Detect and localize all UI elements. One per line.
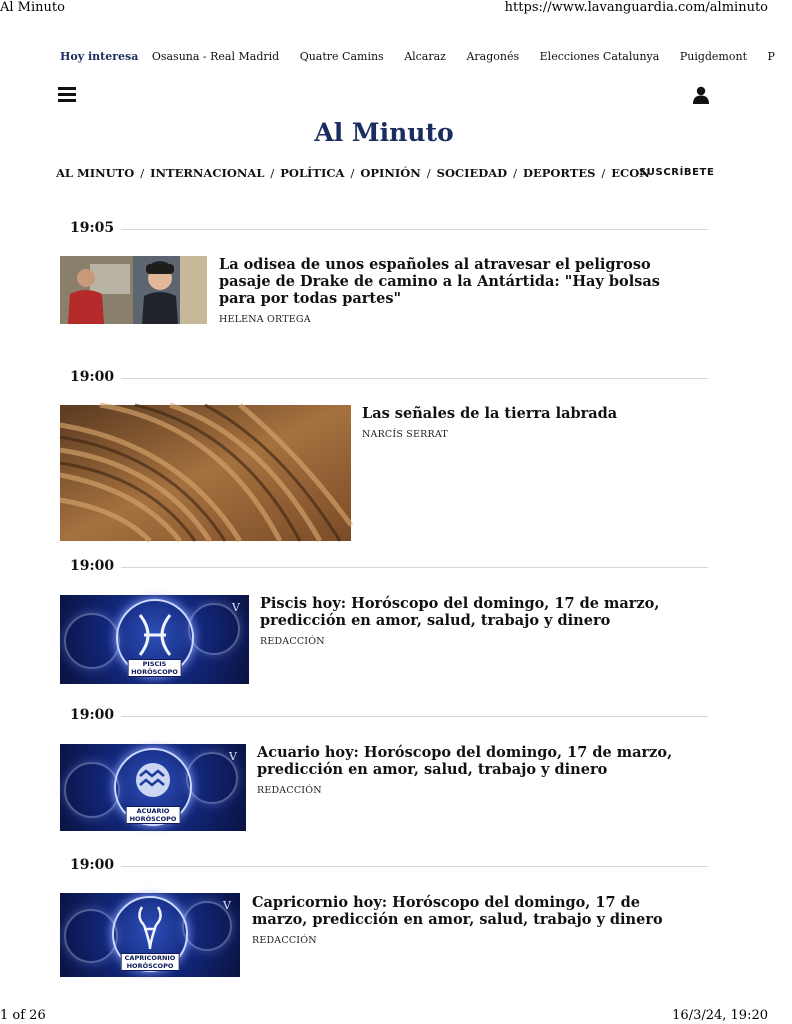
trending-link[interactable]: Quatre Camins: [299, 50, 384, 63]
sign-subtitle: HORÓSCOPO: [131, 668, 178, 676]
user-icon[interactable]: [692, 86, 710, 104]
sign-badge: [121, 953, 180, 971]
news-entry: [60, 707, 708, 837]
article-thumbnail[interactable]: [60, 405, 351, 541]
nav-separator: /: [270, 166, 275, 180]
brand-mark-icon: V: [232, 601, 240, 614]
nav-separator: /: [350, 166, 355, 180]
section-link[interactable]: POLÍTICA: [280, 166, 345, 180]
entry-time: 19:00: [70, 369, 115, 385]
nav-separator: /: [513, 166, 518, 180]
news-entry: [60, 220, 708, 340]
print-page-number: 1 of 26: [0, 1008, 46, 1023]
news-entry: [60, 369, 708, 549]
section-link[interactable]: INTERNACIONAL: [150, 166, 265, 180]
trending-link[interactable]: Alcaraz: [404, 50, 446, 63]
sign-badge: [127, 659, 182, 677]
print-page-title: Al Minuto: [0, 0, 65, 15]
entry-headline[interactable]: Capricornio hoy: Horóscopo del domingo, 17 de marzo, predicción en amor, salud, trabajo y dinero: [252, 894, 663, 928]
entry-author[interactable]: REDACCIÓN: [252, 935, 317, 946]
nav-separator: /: [426, 166, 431, 180]
section-nav: [56, 166, 650, 182]
trending-bar: [60, 50, 775, 66]
divider: [121, 716, 708, 717]
entry-time: 19:05: [70, 220, 115, 236]
entry-time: 19:00: [70, 707, 115, 723]
entry-headline[interactable]: Piscis hoy: Horóscopo del domingo, 17 de marzo, predicción en amor, salud, trabajo y dinero: [260, 595, 660, 629]
entry-author[interactable]: REDACCIÓN: [257, 785, 322, 796]
horoscope-thumbnail[interactable]: [60, 744, 246, 831]
story-text: [219, 256, 699, 325]
section-link[interactable]: SOCIEDAD: [436, 166, 508, 180]
print-footer: [0, 1008, 768, 1024]
sign-subtitle: HORÓSCOPO: [126, 962, 174, 970]
section-link[interactable]: ECON: [611, 166, 650, 180]
print-page-url: https://www.lavanguardia.com/alminuto: [504, 0, 768, 15]
section-link[interactable]: AL MINUTO: [56, 166, 135, 180]
divider: [121, 866, 708, 867]
entry-headline[interactable]: Acuario hoy: Horóscopo del domingo, 17 de marzo, predicción en amor, salud, trabajo y dinero: [257, 744, 673, 778]
entry-author[interactable]: NARCÍS SERRAT: [362, 429, 448, 440]
nav-separator: /: [601, 166, 606, 180]
entry-time: 19:00: [70, 857, 115, 873]
trending-link[interactable]: Osasuna - Real Madrid: [151, 50, 280, 63]
hamburger-menu-icon[interactable]: [58, 87, 76, 103]
entry-time: 19:00: [70, 558, 115, 574]
trending-label: Hoy interesa: [60, 50, 139, 63]
trending-link[interactable]: P: [767, 50, 775, 63]
sign-name: CAPRICORNIO: [124, 954, 176, 962]
story-text: [257, 744, 697, 796]
article-thumbnail[interactable]: [60, 256, 207, 324]
print-datetime: 16/3/24, 19:20: [672, 1008, 768, 1023]
brand-mark-icon: V: [223, 899, 231, 912]
story-text: [252, 894, 700, 946]
divider: [121, 229, 708, 230]
section-link[interactable]: OPINIÓN: [360, 166, 421, 180]
horoscope-thumbnail[interactable]: [60, 893, 240, 977]
entry-author[interactable]: REDACCIÓN: [260, 636, 325, 647]
horoscope-thumbnail[interactable]: [60, 595, 249, 684]
divider: [121, 567, 708, 568]
trending-link[interactable]: Elecciones Catalunya: [539, 50, 660, 63]
brand-mark-icon: V: [229, 750, 237, 763]
story-text: [362, 405, 702, 440]
site-title[interactable]: Al Minuto: [314, 118, 454, 147]
entry-author[interactable]: HELENA ORTEGA: [219, 314, 311, 325]
trending-link[interactable]: Puigdemont: [679, 50, 747, 63]
section-link[interactable]: DEPORTES: [523, 166, 596, 180]
news-entry: [60, 558, 708, 688]
sign-badge: [126, 806, 181, 824]
print-header: [0, 0, 768, 16]
news-entry: [60, 857, 708, 987]
trending-link[interactable]: Aragonés: [466, 50, 520, 63]
entry-headline[interactable]: Las señales de la tierra labrada: [362, 405, 618, 422]
sign-name: PISCIS: [142, 660, 167, 668]
sign-subtitle: HORÓSCOPO: [129, 815, 177, 823]
subscribe-button[interactable]: SUSCRÍBETE: [639, 167, 715, 178]
nav-separator: /: [140, 166, 145, 180]
story-text: [260, 595, 700, 647]
divider: [121, 378, 708, 379]
sign-name: ACUARIO: [136, 807, 170, 815]
entry-headline[interactable]: La odisea de unos españoles al atravesar el peligroso pasaje de Drake de camino a la Antártida: "Hay bolsas para por todas partes": [219, 256, 660, 307]
